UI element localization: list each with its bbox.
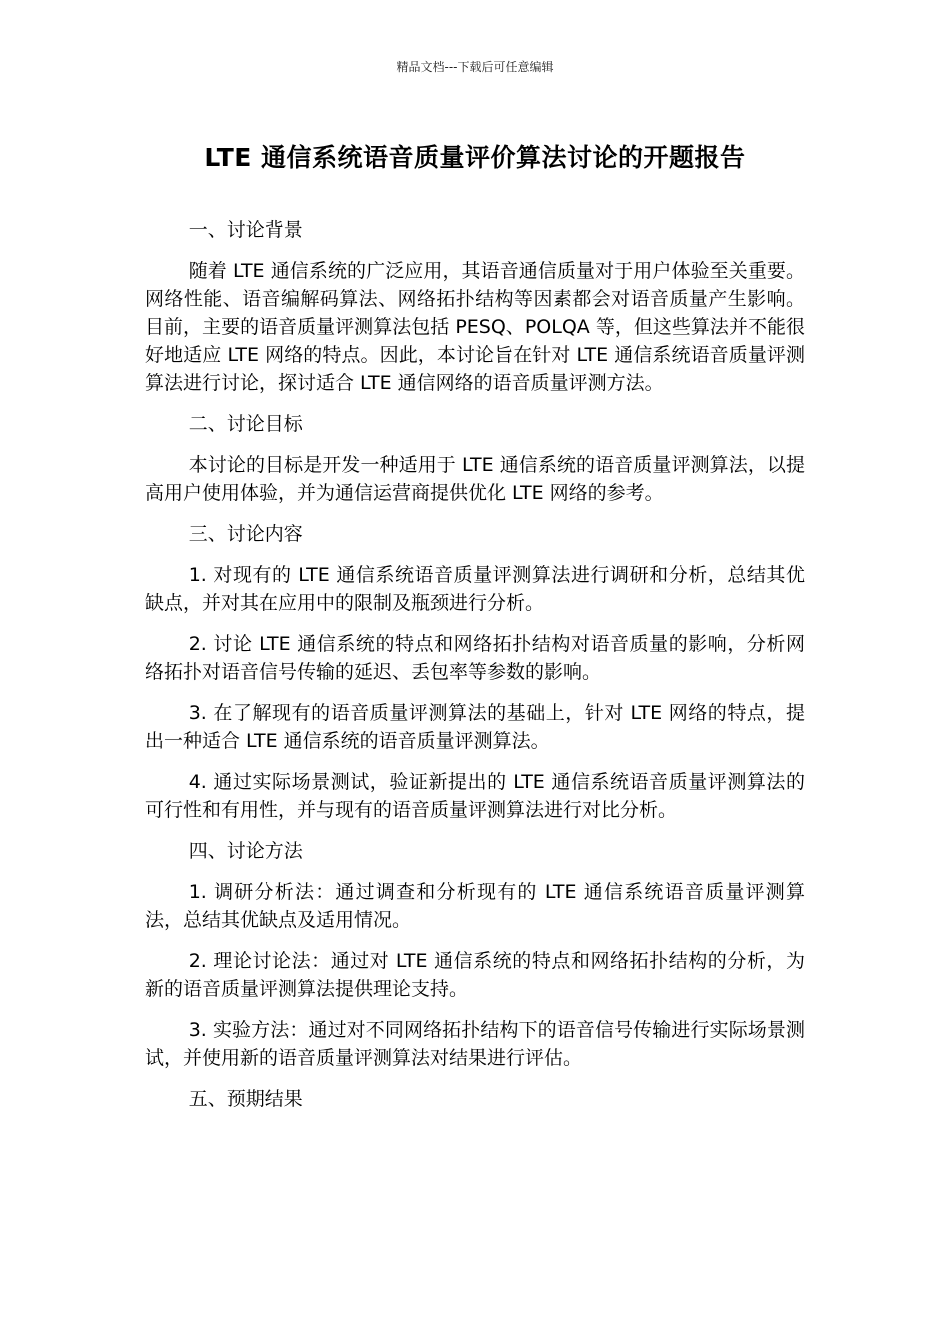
- method-item-1: 1. 调研分析法：通过调查和分析现有的 LTE 通信系统语音质量评测算法，总结其优缺点及适用情况。: [145, 881, 805, 931]
- section-heading-background: 一、讨论背景: [188, 219, 303, 241]
- method-item-2: 2. 理论讨论法：通过对 LTE 通信系统的特点和网络拓扑结构的分析，为新的语音质量评测算法提供理论支持。: [145, 950, 805, 1000]
- section-heading-method: 四、讨论方法: [188, 840, 303, 862]
- content-item-2: 2. 讨论 LTE 通信系统的特点和网络拓扑结构对语音质量的影响，分析网络拓扑对语音信号传输的延迟、丢包率等参数的影响。: [145, 633, 805, 683]
- document-title: LTE 通信系统语音质量评价算法讨论的开题报告: [204, 143, 746, 172]
- section-heading-goal: 二、讨论目标: [188, 413, 303, 435]
- section-heading-expected-results: 五、预期结果: [188, 1088, 303, 1110]
- paragraph-background: 随着 LTE 通信系统的广泛应用，其语音通信质量对于用户体验至关重要。网络性能、语音编解码算法、网络拓扑结构等因素都会对语音质量产生影响。目前，主要的语音质量评测算法包括 PESQ、POLQA 等，但这些算法并不能很好地适应 LTE 网络的特点。因此，本讨论旨在针对 LTE 通信系统语音质量评测算法进行讨论，探讨适合 LTE 通信网络的语音质量评测方法。: [145, 260, 805, 394]
- method-item-3: 3. 实验方法：通过对不同网络拓扑结构下的语音信号传输进行实际场景测试，并使用新的语音质量评测算法对结果进行评估。: [145, 1019, 805, 1069]
- paragraph-goal: 本讨论的目标是开发一种适用于 LTE 通信系统的语音质量评测算法，以提高用户使用体验，并为通信运营商提供优化 LTE 网络的参考。: [145, 454, 805, 504]
- content-item-1: 1. 对现有的 LTE 通信系统语音质量评测算法进行调研和分析，总结其优缺点，并对其在应用中的限制及瓶颈进行分析。: [145, 564, 805, 614]
- section-heading-content: 三、讨论内容: [188, 523, 303, 545]
- document-body: [145, 216, 805, 1126]
- content-item-4: 4. 通过实际场景测试，验证新提出的 LTE 通信系统语音质量评测算法的可行性和有用性，并与现有的语音质量评测算法进行对比分析。: [145, 771, 805, 821]
- header-note: 精品文档---下载后可任意编辑: [396, 60, 554, 74]
- content-item-3: 3. 在了解现有的语音质量评测算法的基础上，针对 LTE 网络的特点，提出一种适合 LTE 通信系统的语音质量评测算法。: [145, 702, 805, 752]
